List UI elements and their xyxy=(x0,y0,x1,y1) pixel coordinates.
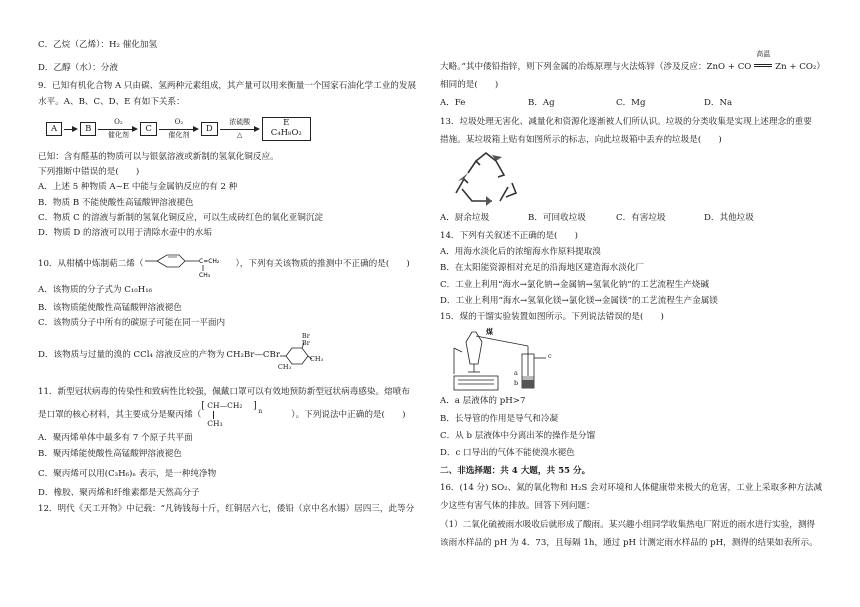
q10-option-b: B．该物质能使酸性高锰酸钾溶液褪色 xyxy=(38,302,182,313)
q8-option-d: D．乙醇（水）：分液 xyxy=(38,62,118,73)
chain-box-a: A xyxy=(46,122,62,136)
polypropylene-structure xyxy=(201,397,291,433)
q11-stem-part2: ）。下列说法中正确的是( ) xyxy=(291,409,406,420)
q11-option-a: A．聚丙烯单体中最多有 7 个原子共平面 xyxy=(38,432,193,443)
q9-option-c: C．物质 C 的溶液与新制的氢氧化铜反应，可以生成砖红色的氧化亚铜沉淀 xyxy=(38,213,324,223)
chain-arrow-3-top: O₂ xyxy=(174,117,184,126)
q10-stem-part1: 10．从柑橘中炼制萜二烯（ xyxy=(38,259,144,270)
chain-box-b: B xyxy=(80,122,96,136)
q11-option-b: B．聚丙烯能使酸性高锰酸钾溶液褪色 xyxy=(38,449,182,460)
q13-option-b: B．可回收垃圾 xyxy=(528,213,586,224)
q14-option-b: B．在太阳能资源相对充足的沿海地区建造海水淡化厂 xyxy=(440,263,644,274)
polymer-bracket-left: [ xyxy=(201,400,205,411)
q11-stem-line1: 11．新型冠状病毒的传染性和致病性比较强，佩戴口罩可以有效地预防新型冠状病毒感染。熔喷布 xyxy=(38,386,410,397)
q9-question: 下列推断中错误的是( ) xyxy=(38,167,140,178)
q10-stem xyxy=(38,253,423,277)
product-br-second: Br xyxy=(301,338,310,347)
q9-option-d: D．物质 D 的溶液可以用于清除水壶中的水垢 xyxy=(38,228,212,239)
chain-arrow-2-bottom: 催化剂 xyxy=(107,131,129,140)
chain-arrow-3-bottom: 催化剂 xyxy=(168,131,190,140)
terpene-structure-icon xyxy=(143,252,235,278)
q13-stem-line2: 措施。某垃圾箱上贴有如图所示的标志，向此垃圾箱中丢弃的垃圾是( ) xyxy=(440,134,722,145)
q10-option-c: C．该物质分子中所有的碳原子可能在同一平面内 xyxy=(38,318,226,329)
q10-option-d-product: CH₂Br—CBr xyxy=(226,350,280,361)
q12-stem-line2 xyxy=(440,48,825,72)
q15-label-c: c xyxy=(548,352,552,361)
q9-option-a: A．上述 5 种物质 A~E 中能与金属钠反应的有 2 种 xyxy=(38,182,238,193)
q15-label-a: a xyxy=(514,369,518,378)
svg-text:CH₃: CH₃ xyxy=(199,271,211,278)
q14-option-c: C．工业上利用“海水→氯化钠→金属钠→氢氧化钠”的工艺流程生产烧碱 xyxy=(440,279,709,290)
q12-option-c: C．Mg xyxy=(616,98,646,109)
chain-box-e-formula: C₄H₈O₂ xyxy=(270,127,302,138)
q12-option-d: D．Na xyxy=(704,98,733,109)
product-ch3-chain: CH₃ xyxy=(277,362,292,371)
q15-option-c: C．从 b 层液体中分离出苯的操作是分馏 xyxy=(440,431,596,442)
q12-condition: 高温 xyxy=(756,50,771,58)
q13-option-a: A．厨余垃圾 xyxy=(440,213,490,224)
q11-option-d: D．橡胶、聚丙烯和纤维素都是天然高分子 xyxy=(38,487,200,498)
right-column xyxy=(440,48,825,548)
coal-distillation-apparatus-icon xyxy=(450,324,560,394)
q15-option-d: D．c 口导出的气体不能使溴水褪色 xyxy=(440,448,575,459)
chain-arrow-4-bottom: △ xyxy=(237,131,243,140)
q14-option-a: A．用海水淡化后的浓缩海水作原料提取溴 xyxy=(440,246,601,257)
svg-text:C=CH₂: C=CH₂ xyxy=(199,257,220,265)
q12-option-a: A．Fe xyxy=(440,98,466,109)
polymer-bracket-right: ] xyxy=(253,400,257,411)
q15-option-a: A．a 层液体的 pH>7 xyxy=(440,396,526,407)
q12-reaction-arrow xyxy=(751,50,775,72)
q9-option-b: B．物质 B 不能使酸性高锰酸钾溶液褪色 xyxy=(38,197,194,208)
q13-option-c: C．有害垃圾 xyxy=(616,213,666,224)
q15-label-b: b xyxy=(514,379,519,388)
q11-stem-part1: 是口罩的核心材料，其主要成分是聚丙烯（ xyxy=(38,409,202,420)
q16-stem-line2: 少这些有害气体的排放。回答下列问题： xyxy=(440,501,595,512)
chain-arrow-4 xyxy=(218,118,262,140)
q9-stem-line1: 9．已知有机化合物 A 只由碳、氢两种元素组成，其产量可以用来衡量一个国家石油化学工业的发展 xyxy=(38,81,417,92)
q15-coal-label: 煤 xyxy=(486,327,493,337)
q12-stem-text: 大略。”其中倭铅指锌，则下列金属的冶炼原理与火法炼锌（涉及反应：ZnO + CO xyxy=(440,61,752,72)
q13-stem-line1: 13．垃圾处理无害化、减量化和资源化逐渐被人们所认识。垃圾的分类收集是实现上述理念的重要 xyxy=(440,116,812,127)
polymer-ch3: CH₃ xyxy=(207,418,223,428)
q12-options xyxy=(440,98,825,108)
product-ch3-ring: CH₃ xyxy=(309,354,324,363)
chain-box-c: C xyxy=(140,122,157,136)
q10-stem-part2: ），下列有关该物质的推测中不正确的是( ) xyxy=(235,259,410,270)
q8-option-c: C．乙烷（乙烯）：H₂ 催化加氢 xyxy=(38,40,158,50)
chain-box-e-label: E xyxy=(283,117,290,128)
q12-question: 相同的是( ) xyxy=(440,80,499,90)
chain-arrow-1 xyxy=(62,118,80,140)
q16-stem-line1: 16．(14 分) SO₂、氮的氧化物和 H₂S 会对环境和人体健康带来极大的危害，工业上采取多种方法减 xyxy=(440,483,823,493)
chain-arrow-4-top: 浓硫酸 xyxy=(229,117,251,126)
q16-part1-line1: （1）二氧化硫被雨水吸收后就形成了酸雨。某兴趣小组同学收集热电厂附近的雨水进行实验，测得 xyxy=(440,519,816,530)
product-br-top: Br xyxy=(301,331,310,340)
q10-option-a: A．该物质的分子式为 C₁₀H₁₆ xyxy=(38,284,153,295)
section-2-heading: 二、非选择题：共 4 大题，共 55 分。 xyxy=(440,465,591,476)
q12-option-b: B．Ag xyxy=(528,98,555,109)
q10-option-d xyxy=(38,331,423,377)
q10-option-d-text: D．该物质与过量的溴的 CCl₄ 溶液反应的产物为 xyxy=(38,350,225,361)
left-column xyxy=(38,40,423,514)
q9-reaction-chain xyxy=(46,114,423,144)
q12-close-paren: ） xyxy=(816,61,825,72)
polymer-repeat-unit: CH—CH₂ xyxy=(207,400,243,410)
q13-options xyxy=(440,213,825,223)
polymer-n: n xyxy=(258,407,263,415)
q15-apparatus xyxy=(450,324,560,394)
q12-product: Zn + CO₂ xyxy=(775,61,817,72)
q16-part1-line2: 该雨水样品的 pH 为 4．73，且每隔 1h，通过 pH 计测定雨水样品的 pH，测得的结果如表所示。 xyxy=(440,537,818,548)
q15-stem: 15．煤的干馏实验装置如图所示。下列说法错误的是( ) xyxy=(440,312,664,323)
chain-box-d: D xyxy=(201,122,218,136)
q9-stem-line2: 水平。A、B、C、D、E 有如下关系： xyxy=(38,97,185,108)
q9-known: 已知：含有醛基的物质可以与银氨溶液或新制的氢氧化铜反应。 xyxy=(38,151,279,162)
q15-option-b: B．长导管的作用是导气和冷凝 xyxy=(440,413,559,424)
polymer-bond xyxy=(213,411,214,419)
q12-stem-line1: 12．明代《天工开物》中记载：“凡铸钱每十斤，红铜居六七，倭铅（京中名水锡）居四三，此等分 xyxy=(38,504,415,515)
chain-box-e xyxy=(262,117,311,141)
q11-option-c: C．聚丙烯可以用(C₃H₆)ₙ 表示，是一种纯净物 xyxy=(38,468,217,479)
q14-stem: 14．下列有关叙述不正确的是( ) xyxy=(440,230,578,241)
q11-stem-line2 xyxy=(38,397,423,433)
chain-arrow-2 xyxy=(96,118,140,140)
q14-option-d: D．工业上利用“海水→氢氧化镁→氯化镁→金属镁”的工艺流程生产金属镁 xyxy=(440,295,718,306)
chain-arrow-3 xyxy=(157,118,201,140)
recycle-icon xyxy=(446,149,526,209)
chain-arrow-2-top: O₂ xyxy=(114,117,123,126)
q13-option-d: D．其他垃圾 xyxy=(704,213,754,224)
